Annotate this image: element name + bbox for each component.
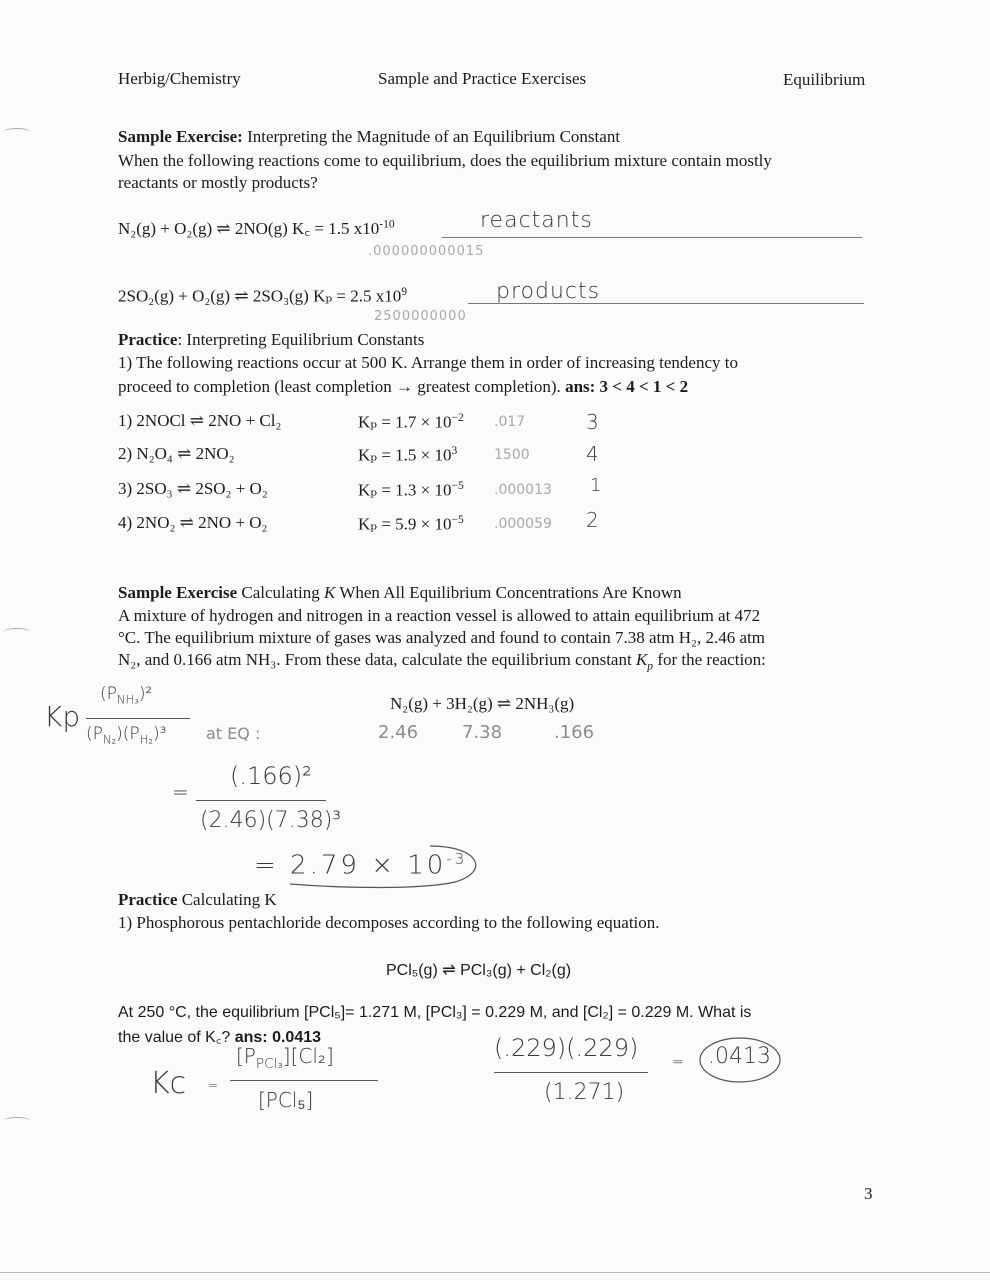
p1-row-rank: 4 bbox=[586, 442, 599, 466]
p1-row-k bbox=[358, 479, 464, 501]
practice1-line1: 1) The following reactions occur at 500 K. Arrange them in order of increasing tendency to bbox=[118, 353, 738, 372]
margin-mark bbox=[4, 628, 30, 635]
p1-row-k-text: Kₚ = 1.5 × 10 bbox=[358, 445, 452, 465]
practice2-question-line1: At 250 °C, the equilibrium [PCl₅]= 1.271 M, [PCl₃] = 0.229 M, and [Cl₂] = 0.229 M. What is bbox=[118, 1004, 752, 1021]
practice2-answer: ans: 0.0413 bbox=[234, 1029, 322, 1046]
sample2-title-k: K bbox=[324, 583, 336, 602]
p1-row-note: .000013 bbox=[494, 482, 552, 498]
p1-row-rank: 1 bbox=[590, 475, 602, 496]
hw-val-nh3: .166 bbox=[554, 722, 595, 743]
sample1-reaction1 bbox=[118, 216, 395, 239]
reaction1-exp: -10 bbox=[379, 217, 395, 231]
handwritten-answer-products: products bbox=[496, 279, 601, 304]
hw-kc-num-p: [P bbox=[236, 1044, 256, 1068]
practice2-title bbox=[118, 890, 277, 910]
reaction2-exp: 9 bbox=[401, 285, 408, 298]
practice1-title bbox=[118, 330, 424, 350]
practice2-line1: 1) Phosphorous pentachloride decomposes according to the following equation. bbox=[118, 913, 660, 932]
hw-kp-den-mid: )(P bbox=[116, 724, 140, 744]
sample2-title-a: Calculating bbox=[237, 583, 325, 602]
practice1-title-rest: : Interpreting Equilibrium Constants bbox=[177, 330, 425, 349]
hw-calc-denominator: (1.271) bbox=[544, 1080, 625, 1105]
sample1-question-line1: When the following reactions come to equilibrium, does the equilibrium mixture contain mostly bbox=[118, 151, 772, 170]
p1-row-k bbox=[358, 411, 464, 433]
hw-kp-num-p: (P bbox=[100, 684, 117, 704]
p1-row-k-text: Kₚ = 5.9 × 10 bbox=[358, 514, 452, 534]
p1-row-k-exp: −5 bbox=[451, 479, 464, 492]
p1-row-note: .017 bbox=[494, 414, 526, 430]
hw-val-n2: 2.46 bbox=[378, 722, 419, 743]
answer-line-1 bbox=[442, 237, 862, 238]
hw-kc-num-sub: PCl₃ bbox=[255, 1056, 283, 1072]
hw-kp-den-sub2: H₂ bbox=[139, 732, 154, 747]
p1-row-k-exp: 3 bbox=[451, 444, 458, 457]
handwritten-answer-reactants: reactants bbox=[480, 208, 593, 233]
sample2-line3p: p bbox=[647, 659, 654, 673]
p1-row-k-text: Kₚ = 1.3 × 10 bbox=[358, 480, 452, 500]
sample1-question-line2: reactants or mostly products? bbox=[118, 173, 318, 192]
hw-kp-label: Kp bbox=[44, 700, 81, 733]
hw-at-eq: at EQ : bbox=[206, 724, 261, 743]
hw-kc-fraction-bar bbox=[230, 1080, 378, 1081]
p1-row-rank: 2 bbox=[586, 508, 599, 532]
hw-kp-numerator bbox=[100, 684, 152, 706]
handwritten-note-1: .000000000015 bbox=[368, 244, 485, 259]
sample2-line3k: K bbox=[635, 650, 648, 669]
practice2-q2-text: the value of K꜀? bbox=[118, 1029, 231, 1046]
sample2-title bbox=[118, 583, 682, 603]
p1-row-note: 1500 bbox=[494, 447, 530, 463]
p1-row-note: .000059 bbox=[494, 516, 552, 532]
reaction1-text: N₂(g) + O₂(g) ⇌ 2NO(g) K꜀ = 1.5 x10 bbox=[118, 219, 380, 238]
p1-row-k-exp: −5 bbox=[451, 513, 464, 526]
hw-kp-num-close: )² bbox=[138, 684, 153, 704]
sample1-title-rest: Interpreting the Magnitude of an Equilibrium Constant bbox=[242, 127, 621, 146]
hw-kp-fraction-bar bbox=[86, 718, 190, 719]
hw-kc-num-rest: ][Cl₂] bbox=[282, 1044, 334, 1068]
hw-kp-den-p: (P bbox=[86, 724, 103, 744]
sample2-title-b: When All Equilibrium Concentrations Are Known bbox=[335, 583, 682, 602]
hw-kp-result-exp: -3 bbox=[446, 850, 468, 868]
hw-step-numerator: (.166)² bbox=[230, 762, 312, 790]
header-center: Sample and Practice Exercises bbox=[378, 69, 587, 88]
hw-kp-result-text: = 2.79 × 10 bbox=[254, 850, 447, 881]
hw-kp-denominator bbox=[86, 724, 166, 746]
hw-kc-equals: = bbox=[208, 1078, 219, 1092]
reaction2-text: 2SO₂(g) + O₂(g) ⇌ 2SO₃(g) Kₚ = 2.5 x10 bbox=[118, 286, 402, 306]
margin-mark bbox=[4, 1117, 30, 1124]
p1-row-k-text: Kₚ = 1.7 × 10 bbox=[358, 412, 452, 432]
sample2-title-bold: Sample Exercise bbox=[118, 583, 238, 602]
practice1-line2 bbox=[118, 377, 688, 397]
p1-row-eq: 2) N₂O₄ ⇌ 2NO₂ bbox=[118, 444, 235, 463]
sample1-title-bold: Sample Exercise: bbox=[118, 127, 243, 146]
practice1-line2-text: proceed to completion (least completion → greatest completion). bbox=[118, 377, 561, 396]
header-left: Herbig/Chemistry bbox=[118, 69, 241, 88]
p1-row-eq: 3) 2SO₃ ⇌ 2SO₂ + O₂ bbox=[118, 479, 268, 498]
hw-calc-equals: = bbox=[672, 1054, 684, 1070]
hw-step-denominator: (2.46)(7.38)³ bbox=[200, 808, 342, 833]
practice1-answer: ans: 3 < 4 < 1 < 2 bbox=[565, 377, 689, 396]
hw-val-h2: 7.38 bbox=[462, 722, 503, 743]
hw-kc-label: Kc bbox=[150, 1066, 187, 1101]
practice2-title-bold: Practice bbox=[118, 890, 178, 909]
practice2-reaction: PCl₅(g) ⇌ PCl₃(g) + Cl₂(g) bbox=[386, 962, 572, 979]
hw-kp-den-close: )³ bbox=[153, 724, 167, 744]
p1-row-k bbox=[358, 444, 457, 466]
page-number: 3 bbox=[864, 1184, 873, 1203]
sample2-reaction: N₂(g) + 3H₂(g) ⇌ 2NH₃(g) bbox=[390, 694, 575, 713]
sample2-line2: °C. The equilibrium mixture of gases was analyzed and found to contain 7.38 atm H₂, 2.46 atm bbox=[118, 628, 765, 647]
hw-calc-fraction-bar bbox=[494, 1072, 648, 1073]
hw-kc-denominator: [PCl₅] bbox=[258, 1088, 314, 1112]
sample2-line3 bbox=[118, 650, 766, 672]
sample2-line3b: for the reaction: bbox=[653, 650, 766, 669]
p1-row-rank: 3 bbox=[586, 410, 599, 434]
hw-kp-den-sub1: N₂ bbox=[102, 732, 117, 747]
hw-calc-result: .0413 bbox=[708, 1044, 771, 1069]
p1-row-eq: 4) 2NO₂ ⇌ 2NO + O₂ bbox=[118, 513, 268, 532]
hw-equals-1: = bbox=[172, 780, 189, 804]
handwritten-note-2: 2500000000 bbox=[374, 309, 467, 324]
sample2-line3a: N₂, and 0.166 atm NH₃. From these data, calculate the equilibrium constant bbox=[118, 650, 636, 669]
scan-bottom-edge bbox=[0, 1272, 990, 1273]
hw-calc-numerator: (.229)(.229) bbox=[494, 1034, 639, 1062]
sample1-reaction2 bbox=[118, 285, 407, 307]
hw-kc-numerator bbox=[236, 1044, 334, 1072]
p1-row-eq: 1) 2NOCl ⇌ 2NO + Cl₂ bbox=[118, 411, 282, 430]
sample2-line1: A mixture of hydrogen and nitrogen in a reaction vessel is allowed to attain equilibrium at 472 bbox=[118, 606, 761, 625]
practice1-title-bold: Practice bbox=[118, 330, 178, 349]
p1-row-k bbox=[358, 513, 464, 535]
p1-row-k-exp: −2 bbox=[451, 411, 464, 424]
sample1-title bbox=[118, 127, 620, 147]
hw-kp-num-sub: NH₃ bbox=[116, 692, 139, 707]
hw-result-arc bbox=[280, 842, 490, 892]
header-right: Equilibrium bbox=[783, 70, 866, 89]
practice2-title-rest: Calculating K bbox=[177, 890, 277, 909]
margin-mark bbox=[4, 128, 30, 135]
hw-step-fraction-bar bbox=[196, 800, 326, 801]
